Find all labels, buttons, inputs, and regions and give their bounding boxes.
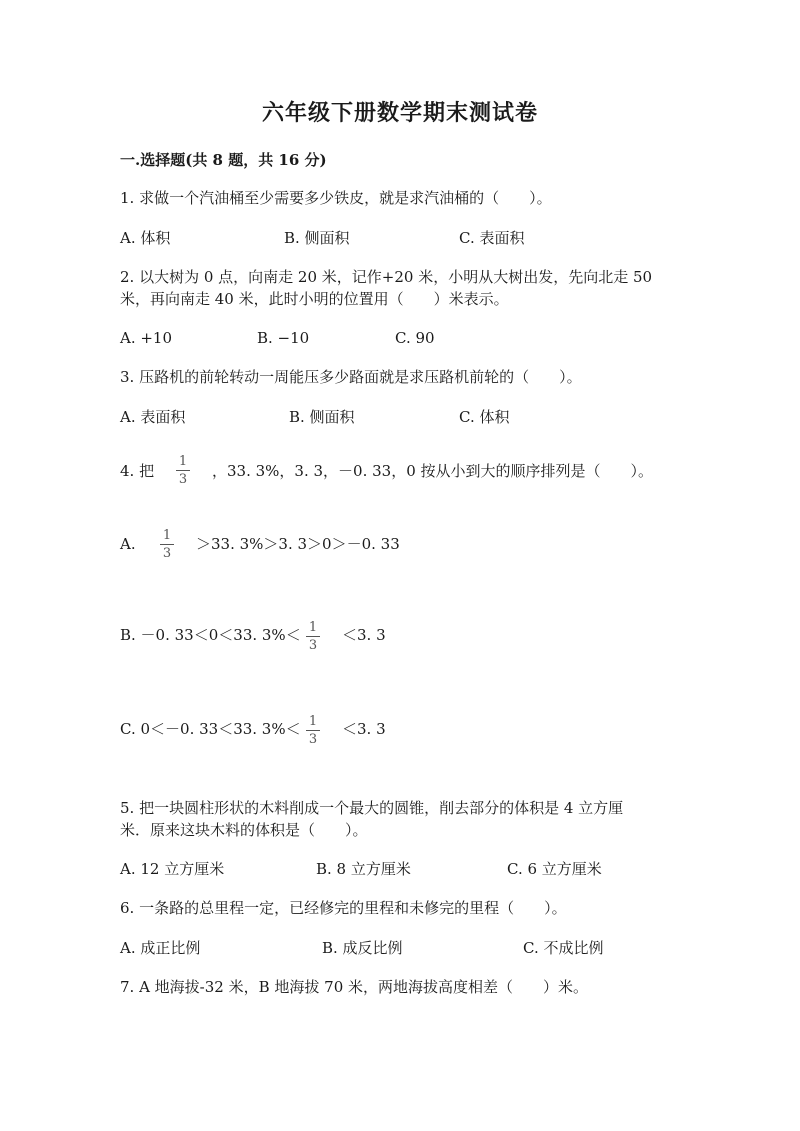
- fraction-numerator: 1: [162, 528, 172, 543]
- q4-option-b-rest: ＜3. 3: [342, 626, 386, 644]
- q1-option-c: C. 表面积: [459, 229, 525, 247]
- fraction-bar: [160, 544, 174, 545]
- question-7: 7. A 地海拔-32 米，B 地海拔 70 米，两地海拔高度相差（ ）米。: [120, 978, 589, 996]
- fraction-one-third: [160, 528, 174, 561]
- q6-option-a: A. 成正比例: [120, 939, 201, 957]
- question-5-line-2: 米．原来这块木料的体积是（ ）。: [120, 821, 368, 839]
- fraction-one-third: [176, 454, 190, 487]
- question-4-text: ，33. 3%，3. 3，－0. 33，0 按从小到大的顺序排列是（ ）。: [212, 462, 654, 480]
- q6-option-b: B. 成反比例: [322, 939, 403, 957]
- question-6: 6. 一条路的总里程一定，已经修完的里程和未修完的里程（ ）。: [120, 899, 567, 917]
- fraction-bar: [306, 636, 320, 637]
- q4-option-a-label: A.: [120, 535, 136, 553]
- q2-option-c: C. 90: [395, 329, 435, 347]
- question-3: 3. 压路机的前轮转动一周能压多少路面就是求压路机前轮的（ ）。: [120, 368, 582, 386]
- fraction-denominator: 3: [308, 732, 318, 747]
- question-4-prefix: 4. 把: [120, 462, 155, 480]
- q5-option-a: A. 12 立方厘米: [120, 860, 225, 878]
- section-heading: 一.选择题(共 8 题，共 16 分): [120, 151, 327, 169]
- q4-option-c-text: C. 0＜－0. 33＜33. 3%＜: [120, 720, 301, 738]
- fraction-one-third: [306, 714, 320, 747]
- fraction-numerator: 1: [308, 620, 318, 635]
- q1-option-b: B. 侧面积: [284, 229, 350, 247]
- q5-option-c: C. 6 立方厘米: [507, 860, 602, 878]
- q2-option-b: B. −10: [257, 329, 310, 347]
- q3-option-a: A. 表面积: [120, 408, 186, 426]
- question-5-line-1: 5. 把一块圆柱形状的木料削成一个最大的圆锥，削去部分的体积是 4 立方厘: [120, 799, 624, 817]
- q3-option-b: B. 侧面积: [289, 408, 355, 426]
- page-title: 六年级下册数学期末测试卷: [261, 100, 538, 126]
- question-1: 1. 求做一个汽油桶至少需要多少铁皮，就是求汽油桶的（ ）。: [120, 189, 552, 207]
- q4-option-b-text: B. －0. 33＜0＜33. 3%＜: [120, 626, 301, 644]
- q1-option-a: A. 体积: [120, 229, 171, 247]
- q5-option-b: B. 8 立方厘米: [316, 860, 411, 878]
- fraction-denominator: 3: [178, 472, 188, 487]
- q4-option-c-rest: ＜3. 3: [342, 720, 386, 738]
- fraction-bar: [306, 730, 320, 731]
- q6-option-c: C. 不成比例: [523, 939, 604, 957]
- q2-option-a: A. +10: [120, 329, 173, 347]
- fraction-denominator: 3: [308, 638, 318, 653]
- question-2-line-1: 2. 以大树为 0 点，向南走 20 米，记作+20 米，小明从大树出发，先向北走 50: [120, 268, 653, 286]
- fraction-one-third: [306, 620, 320, 653]
- question-2-line-2: 米，再向南走 40 米，此时小明的位置用（ ）米表示。: [120, 290, 509, 308]
- q4-option-a-text: ＞33. 3%＞3. 3＞0＞－0. 33: [196, 535, 400, 553]
- fraction-numerator: 1: [178, 454, 188, 469]
- fraction-bar: [176, 470, 190, 471]
- q3-option-c: C. 体积: [459, 408, 510, 426]
- fraction-numerator: 1: [308, 714, 318, 729]
- fraction-denominator: 3: [162, 546, 172, 561]
